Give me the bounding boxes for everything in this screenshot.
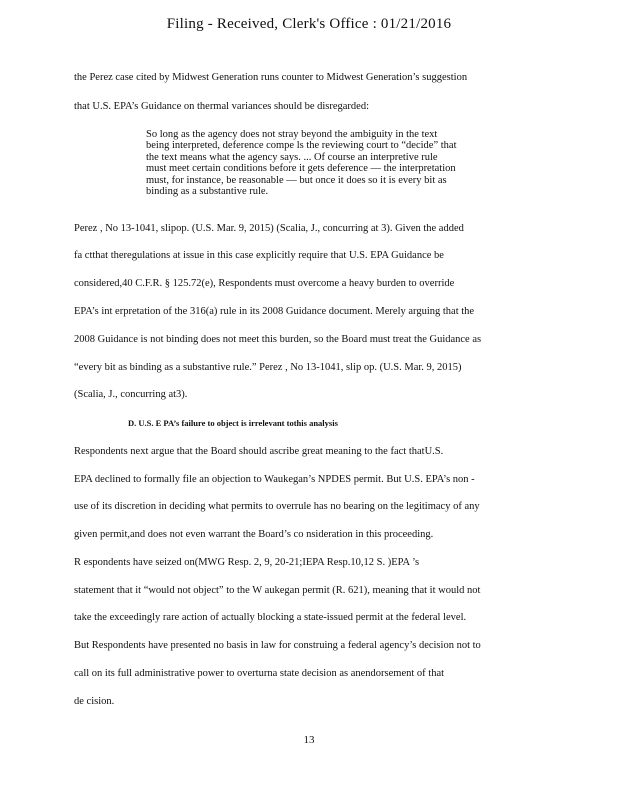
section-subheading: D. U.S. E PA’s failure to object is irrelevant tothis analysis: [128, 418, 338, 428]
body-line: R espondents have seized on(MWG Resp. 2, 9, 20-21;IEPA Resp.10,12 S. )EPA ’s: [74, 557, 420, 568]
body-line: EPA declined to formally file an objection to Waukegan’s NPDES permit. But U.S. EPA’s non -: [74, 474, 475, 485]
quote-line: binding as a substantive rule.: [146, 185, 269, 197]
body-line: Perez , No 13-1041, slipop. (U.S. Mar. 9, 2015) (Scalia, J., concurring at 3). Given the added: [74, 223, 464, 234]
body-line: EPA’s int erpretation of the 316(a) rule in its 2008 Guidance document. Merely arguing that the: [74, 306, 475, 317]
quote-line: must, for instance, be reasonable — but once it does so it is every bit as: [146, 174, 447, 186]
body-line: considered,40 C.F.R. § 125.72(e), Respondents must overcome a heavy burden to override: [74, 278, 455, 289]
quote-line: being interpreted, deference compe ls the reviewing court to “decide” that: [146, 140, 457, 152]
body-line: take the exceedingly rare action of actually blocking a state-issued permit at the federal level.: [74, 612, 467, 623]
quote-line: the text means what the agency says. ... Of course an interpretive rule: [146, 151, 438, 163]
body-line: statement that it “would not object” to the W aukegan permit (R. 621), meaning that it would not: [74, 585, 481, 596]
body-line: call on its full administrative power to overturna state decision as anendorsement of that: [74, 668, 445, 679]
block-quote: [146, 129, 456, 197]
body-line: given permit,and does not even warrant the Board’s co nsideration in this proceeding.: [74, 529, 434, 540]
body-line: But Respondents have presented no basis in law for construing a federal agency’s decision not to: [74, 640, 481, 651]
page-number: 13: [303, 734, 315, 746]
body-line: use of its discretion in deciding what permits to overrule has no bearing on the legitimacy of any: [74, 501, 480, 512]
filing-stamp-header: Filing - Received, Clerk's Office : 01/21/2016: [166, 16, 452, 32]
body-line: (Scalia, J., concurring at3).: [74, 389, 188, 400]
body-line: Respondents next argue that the Board should ascribe great meaning to the fact thatU.S.: [74, 446, 444, 457]
body-line: fa ctthat theregulations at issue in this case explicitly require that U.S. EPA Guidance be: [74, 250, 444, 261]
quote-line: must meet certain conditions before it gets deference — the interpretation: [146, 163, 456, 175]
quote-line: So long as the agency does not stray beyond the ambiguity in the text: [146, 129, 438, 140]
body-line: the Perez case cited by Midwest Generation runs counter to Midwest Generation’s suggestion: [74, 72, 468, 83]
body-line: de cision.: [74, 696, 115, 707]
body-line: “every bit as binding as a substantive rule.” Perez , No 13-1041, slip op. (U.S. Mar. 9, 2015): [74, 362, 462, 373]
body-line: that U.S. EPA’s Guidance on thermal variances should be disregarded:: [74, 101, 370, 112]
body-line: 2008 Guidance is not binding does not meet this burden, so the Board must treat the Guidance as: [74, 334, 482, 345]
